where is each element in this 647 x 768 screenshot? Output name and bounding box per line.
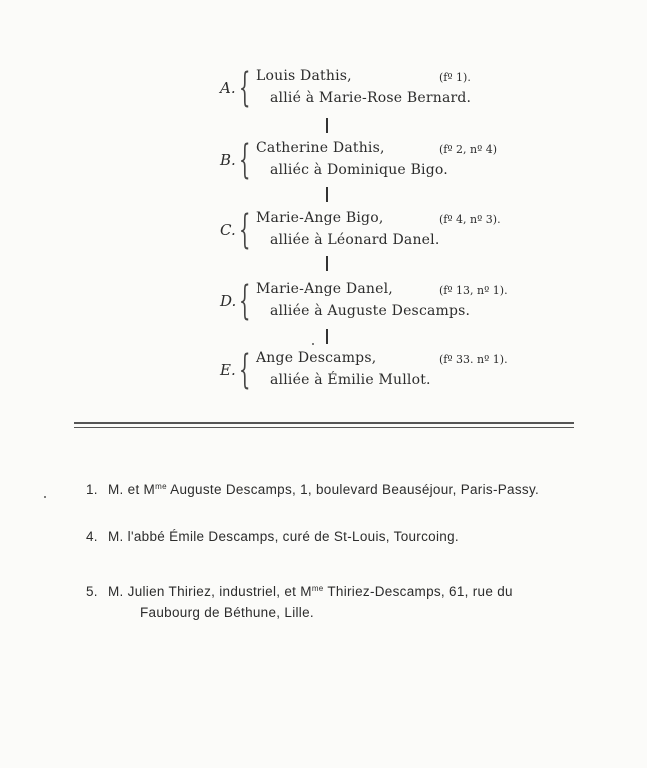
footnote-text: M. l'abbé Émile Descamps, curé de St-Louis, Tourcoing. <box>108 529 459 544</box>
generation-letter: C. <box>220 221 236 239</box>
footnote-text-start: M. et M <box>108 482 156 497</box>
footnote-number: 4. <box>86 529 98 544</box>
footnote-5 <box>86 578 586 623</box>
brace-icon: { <box>239 278 251 324</box>
footnote-number: 5. <box>86 584 98 599</box>
spouse-line: alliée à Léonard Danel. <box>270 232 440 248</box>
brace-icon: { <box>239 347 251 393</box>
descent-connector <box>326 256 328 271</box>
print-speck <box>312 343 314 345</box>
person-name: Marie-Ange Danel, <box>256 281 393 297</box>
spouse-line: alliéc à Dominique Bigo. <box>270 162 448 178</box>
spouse-line: allié à Marie-Rose Bernard. <box>270 90 472 106</box>
person-name: Louis Dathis, <box>256 68 352 84</box>
generation-letter: A. <box>220 79 236 97</box>
genealogy-entry-c <box>212 207 512 256</box>
folio-reference: (fº 1). <box>439 71 471 84</box>
folio-reference: (fº 33. nº 1). <box>439 353 508 366</box>
generation-letter: D. <box>220 292 237 310</box>
superscript-abbrev: me <box>155 482 167 491</box>
footnote-number: 1. <box>86 482 98 497</box>
footnote-text-end: Thiriez-Descamps, 61, rue du <box>323 584 513 599</box>
superscript-abbrev: me <box>311 584 324 593</box>
descent-connector <box>326 118 328 133</box>
genealogy-entry-a <box>212 65 512 114</box>
footnote-text-end: Auguste Descamps, 1, boulevard Beauséjour, Paris-Passy. <box>166 482 540 497</box>
folio-reference: (fº 13, nº 1). <box>439 284 508 297</box>
double-rule-bottom <box>74 427 574 428</box>
footnote-text-start: M. Julien Thiriez, industriel, et M <box>108 584 312 599</box>
generation-letter: E. <box>220 361 236 379</box>
folio-reference: (fº 4, nº 3). <box>439 213 501 226</box>
brace-icon: { <box>239 137 251 183</box>
spouse-line: alliée à Émilie Mullot. <box>270 372 431 388</box>
folio-reference: (fº 2, nº 4) <box>439 143 498 156</box>
print-speck <box>44 496 46 498</box>
descent-connector <box>326 187 328 202</box>
generation-letter: B. <box>220 151 236 169</box>
double-rule-top <box>74 422 574 424</box>
spouse-line: alliée à Auguste Descamps. <box>270 303 471 319</box>
brace-icon: { <box>239 65 251 111</box>
genealogy-entry-b <box>212 137 512 186</box>
footnote-continuation: Faubourg de Béthune, Lille. <box>140 605 314 620</box>
footnote-4 <box>86 526 586 547</box>
person-name: Catherine Dathis, <box>256 140 385 156</box>
descent-connector <box>326 329 328 344</box>
person-name: Ange Descamps, <box>256 350 377 366</box>
genealogy-entry-e <box>212 347 512 396</box>
person-name: Marie-Ange Bigo, <box>256 210 384 226</box>
footnote-1 <box>86 476 586 500</box>
genealogy-entry-d <box>212 278 512 327</box>
brace-icon: { <box>239 207 251 253</box>
